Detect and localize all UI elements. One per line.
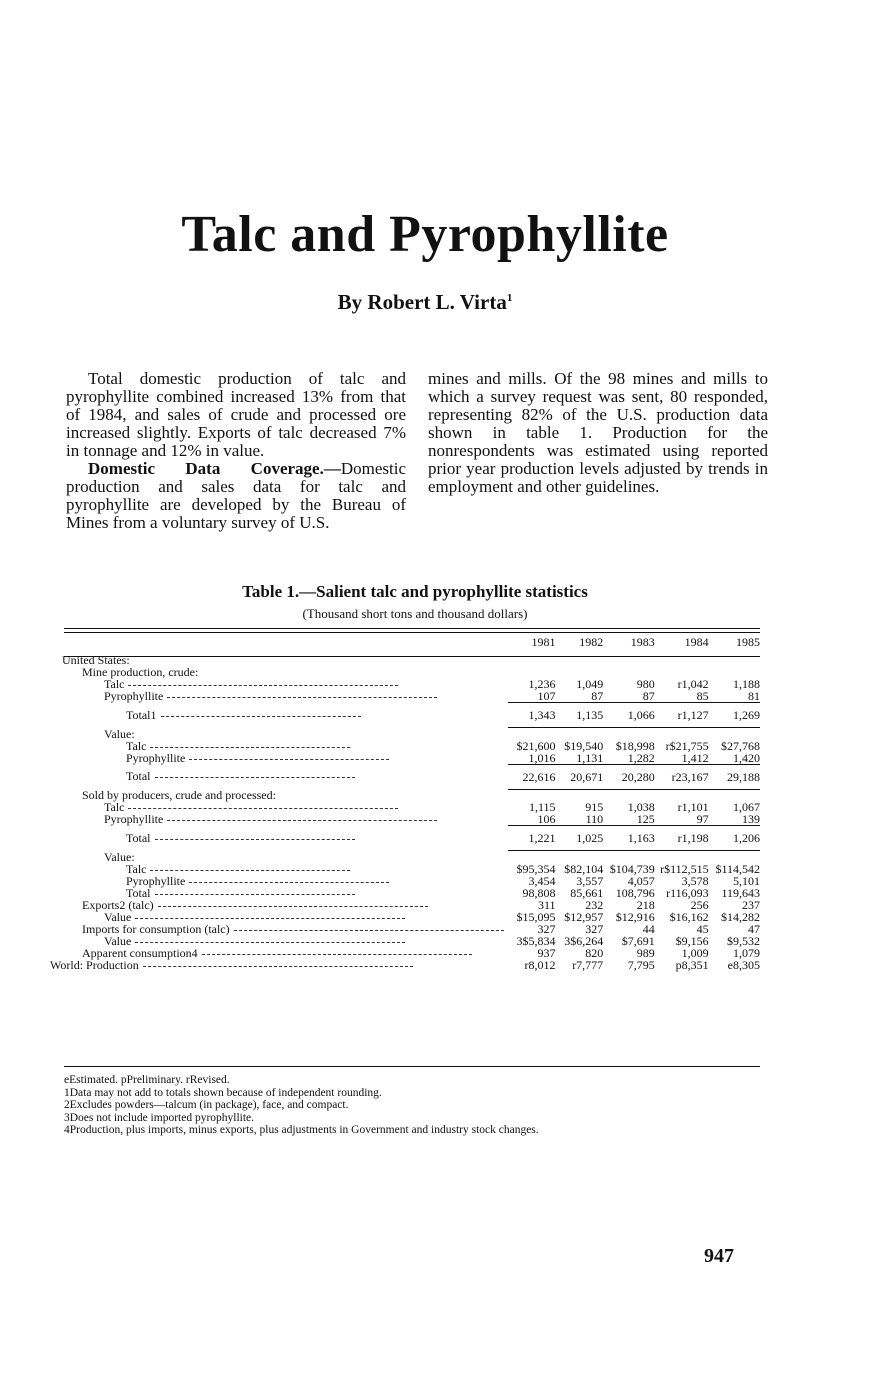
value-cell: 3,557 <box>576 873 604 888</box>
value-cell: $9,532 <box>727 933 760 948</box>
value-cell <box>709 728 760 740</box>
value-cell: 29,188 <box>709 764 760 789</box>
value-cell: 327 <box>585 921 604 936</box>
value-cell: 3$5,834 <box>516 933 556 948</box>
leader-dots <box>161 716 361 717</box>
leader-dots <box>234 930 504 931</box>
page-number: 947 <box>704 1245 734 1267</box>
leader-dots <box>135 918 405 919</box>
value-cell: 989 <box>636 945 655 960</box>
row-label-text: Sold by producers, crude and processed: <box>82 788 276 802</box>
value-cell: 1,420 <box>733 750 760 765</box>
value-cell <box>603 851 655 863</box>
table-top-rule <box>64 628 760 629</box>
table-row <box>48 690 760 703</box>
value-cell: 256 <box>690 897 709 912</box>
value-cell: 1,206 <box>709 826 760 851</box>
table-row <box>48 813 760 826</box>
body-column-left <box>66 370 406 532</box>
footnote-4: 4Production, plus imports, minus exports, plus adjustments in Government and industry stock changes. <box>64 1124 539 1136</box>
value-cell: p8,351 <box>675 957 709 972</box>
value-cell: 85,661 <box>570 885 604 900</box>
value-cell: 110 <box>585 812 604 826</box>
row-label-text: Talc <box>126 738 147 753</box>
value-cell: 1,163 <box>603 826 655 851</box>
value-cell: 7,795 <box>627 957 655 972</box>
row-label-text: Mine production, crude: <box>82 665 199 679</box>
row-label <box>48 752 508 765</box>
row-label-text: Imports for consumption (talc) <box>82 921 230 936</box>
value-cell <box>556 728 604 740</box>
value-cell: 139 <box>742 812 760 826</box>
value-cell: 108,796 <box>615 885 655 900</box>
value-cell: 1,236 <box>528 677 556 691</box>
value-cell <box>655 654 709 666</box>
year-header: 1983 <box>630 635 655 649</box>
value-cell: $12,957 <box>564 909 604 924</box>
row-label <box>48 826 508 851</box>
footnote-3: 3Does not include imported pyrophyllite. <box>64 1111 255 1124</box>
row-label <box>48 764 508 789</box>
value-cell: 3,454 <box>528 873 556 888</box>
value-cell: 107 <box>537 689 556 703</box>
leader-dots <box>150 747 350 748</box>
value-cell <box>556 654 604 666</box>
row-label-text: Total <box>126 830 151 845</box>
value-cell: 5,101 <box>733 873 760 888</box>
year-header: 1985 <box>736 635 760 649</box>
leader-dots <box>143 966 413 967</box>
value-cell <box>655 728 709 740</box>
value-cell: 1,066 <box>603 703 655 728</box>
data-coverage-paragraph <box>66 460 406 532</box>
table-body <box>48 654 760 971</box>
row-label-text: Pyrophyllite <box>126 750 186 765</box>
row-label-text: Pyrophyllite <box>104 812 164 826</box>
value-cell: 311 <box>537 897 556 912</box>
table-total-row <box>48 703 760 728</box>
value-cell: r116,093 <box>666 885 709 900</box>
value-cell: 119,643 <box>721 885 760 900</box>
value-cell: 1,115 <box>528 800 556 814</box>
table-bottom-rule <box>64 1066 760 1067</box>
table-top-rule-double <box>64 632 760 633</box>
value-cell: 1,079 <box>733 945 760 960</box>
value-cell: r$21,755 <box>665 738 709 753</box>
value-cell: 915 <box>585 800 604 814</box>
value-cell <box>709 654 760 666</box>
value-cell: $104,739 <box>609 861 655 876</box>
value-cell: 1,009 <box>681 945 709 960</box>
row-label-text: Exports2 (talc) <box>82 897 154 912</box>
table-row <box>48 947 760 959</box>
value-cell: $27,768 <box>721 738 760 753</box>
row-label-text: Talc <box>126 861 147 876</box>
row-label <box>48 728 508 740</box>
footnotes <box>64 1074 764 1137</box>
row-label <box>48 863 508 875</box>
value-cell: 3,578 <box>681 873 709 888</box>
value-cell: r8,012 <box>524 957 556 972</box>
value-cell: $18,998 <box>615 738 655 753</box>
value-cell: e8,305 <box>727 957 760 972</box>
value-cell <box>655 851 709 863</box>
value-cell: 1,016 <box>528 750 556 765</box>
leader-dots <box>189 759 389 760</box>
value-cell: 97 <box>696 812 709 826</box>
value-cell: 106 <box>537 812 556 826</box>
value-cell: $7,691 <box>621 933 655 948</box>
value-cell: r23,167 <box>655 764 709 789</box>
leader-dots <box>158 906 428 907</box>
row-label-text: Apparent consumption4 <box>82 945 198 960</box>
value-cell <box>709 851 760 863</box>
row-label-text: United States: <box>62 653 130 667</box>
table-row <box>48 851 760 863</box>
value-cell: 232 <box>585 897 604 912</box>
value-cell <box>508 851 556 863</box>
value-cell: 85 <box>696 689 709 703</box>
row-label-text: Value <box>104 909 132 924</box>
leader-dots <box>128 685 398 686</box>
year-header: 1981 <box>531 635 556 649</box>
value-cell: r$112,515 <box>660 861 709 876</box>
row-label-text: Value: <box>104 849 135 864</box>
value-cell: $95,354 <box>516 861 556 876</box>
value-cell: 1,221 <box>508 826 556 851</box>
footnote-legend: eEstimated. pPreliminary. rRevised. <box>64 1074 230 1086</box>
table-header-row <box>48 636 760 654</box>
value-cell <box>508 728 556 740</box>
value-cell: 20,671 <box>556 764 604 789</box>
row-label <box>48 875 508 887</box>
leader-dots <box>150 870 350 871</box>
value-cell: 81 <box>748 689 760 703</box>
row-label-text: World: Production <box>50 957 139 972</box>
author-footnote-marker: 1 <box>506 292 513 304</box>
value-cell: $19,540 <box>564 738 604 753</box>
data-coverage-heading: Domestic Data Coverage.— <box>88 459 341 478</box>
row-label <box>48 959 508 971</box>
footnote-1: 1Data may not add to totals shown because of independent rounding. <box>64 1086 382 1099</box>
leader-dots <box>128 808 398 809</box>
row-label <box>48 813 508 826</box>
value-cell: $82,104 <box>564 861 604 876</box>
value-cell: r7,777 <box>572 957 604 972</box>
value-cell: 1,282 <box>627 750 655 765</box>
row-label-text: Talc <box>104 800 125 814</box>
value-cell: $15,095 <box>516 909 556 924</box>
table-row <box>48 923 760 935</box>
row-label-text: Pyrophyllite <box>104 689 164 703</box>
value-cell: 1,343 <box>508 703 556 728</box>
leader-dots <box>167 820 437 821</box>
value-cell: r1,042 <box>677 677 709 691</box>
leader-dots <box>189 882 389 883</box>
row-label <box>48 851 508 863</box>
value-cell: 45 <box>696 921 709 936</box>
value-cell: 1,049 <box>576 677 604 691</box>
value-cell: 1,067 <box>733 800 760 814</box>
value-cell: r1,101 <box>677 800 709 814</box>
body-column-right <box>428 370 768 496</box>
row-label-text: Total1 <box>126 707 157 722</box>
value-cell: 1,038 <box>627 800 655 814</box>
value-cell: 98,808 <box>522 885 556 900</box>
footnote-2: 2Excludes powders—talcum (in package), face, and compact. <box>64 1099 349 1111</box>
value-cell: $12,916 <box>615 909 655 924</box>
row-label-text: Pyrophyllite <box>126 873 186 888</box>
value-cell: 1,269 <box>709 703 760 728</box>
table-caption: Table 1.—Salient talc and pyrophyllite statistics <box>242 582 588 601</box>
value-cell: 327 <box>537 921 556 936</box>
value-cell: 1,135 <box>556 703 604 728</box>
row-label <box>48 690 508 703</box>
value-cell: $14,282 <box>721 909 760 924</box>
value-cell: r1,127 <box>655 703 709 728</box>
leader-dots <box>155 839 355 840</box>
row-label-text: Talc <box>104 677 125 691</box>
author-byline <box>0 290 850 315</box>
value-cell: 237 <box>742 897 760 912</box>
value-cell: 218 <box>636 897 655 912</box>
value-cell: $21,600 <box>516 738 556 753</box>
statistics-table <box>48 636 760 971</box>
intro-paragraph: Total domestic production of talc and pyrophyllite combined increased 13% from that of 1984, and sales of crude and processed ore increased slightly. Exports of talc decreased 7% in tonnage and 12% in value. <box>66 369 406 460</box>
table-total-row <box>48 764 760 789</box>
value-cell: $9,156 <box>675 933 709 948</box>
row-label <box>48 703 508 728</box>
table-row <box>48 752 760 765</box>
table-subtitle: (Thousand short tons and thousand dollars) <box>302 606 528 621</box>
value-cell: 47 <box>748 921 760 936</box>
leader-dots <box>202 954 472 955</box>
value-cell: 980 <box>636 677 655 691</box>
value-cell: $16,162 <box>669 909 709 924</box>
value-cell: 1,025 <box>556 826 604 851</box>
data-coverage-text: Domestic production and sales data for talc and pyrophyllite are developed by the Bureau of Mines from a voluntary survey of U.S. <box>66 459 406 532</box>
value-cell: 1,188 <box>733 677 760 691</box>
year-header: 1984 <box>684 635 709 649</box>
value-cell: 125 <box>636 812 655 826</box>
value-cell: r1,198 <box>655 826 709 851</box>
value-cell <box>508 654 556 666</box>
leader-dots <box>155 894 355 895</box>
value-cell: $114,542 <box>715 861 760 876</box>
table-total-row <box>48 826 760 851</box>
table-row <box>48 875 760 887</box>
value-cell: 22,616 <box>508 764 556 789</box>
value-cell <box>603 654 655 666</box>
leader-dots <box>167 697 437 698</box>
value-cell: 44 <box>642 921 655 936</box>
leader-dots <box>135 942 405 943</box>
continuation-paragraph: mines and mills. Of the 98 mines and mills to which a survey request was sent, 80 responded, representing 82% of the U.S. production data shown in table 1. Production for the nonrespondents was estimated using reported prior year production levels adjusted by trends in employment and other guidelines. <box>428 369 768 496</box>
leader-dots <box>155 777 355 778</box>
row-label-text: Total <box>126 885 151 900</box>
value-cell: 1,131 <box>576 750 604 765</box>
row-label <box>48 740 508 752</box>
header-label-cell <box>48 636 508 654</box>
row-label-text: Value <box>104 933 132 948</box>
table-row <box>48 728 760 740</box>
page-title: Talc and Pyrophyllite <box>181 206 669 263</box>
value-cell: 937 <box>537 945 556 960</box>
year-header: 1982 <box>579 635 604 649</box>
value-cell: 87 <box>642 689 655 703</box>
row-label-text: Value: <box>104 726 135 741</box>
table-row <box>48 959 760 971</box>
table-row <box>48 899 760 911</box>
value-cell: 820 <box>585 945 604 960</box>
value-cell: 1,412 <box>681 750 709 765</box>
value-cell: 4,057 <box>627 873 655 888</box>
row-label-text: Total <box>126 769 151 783</box>
value-cell <box>556 851 604 863</box>
value-cell: 87 <box>591 689 604 703</box>
value-cell: 20,280 <box>603 764 655 789</box>
table-row <box>48 887 760 899</box>
value-cell <box>603 728 655 740</box>
value-cell: 3$6,264 <box>564 933 604 948</box>
author-name: By Robert L. Virta <box>337 290 507 314</box>
